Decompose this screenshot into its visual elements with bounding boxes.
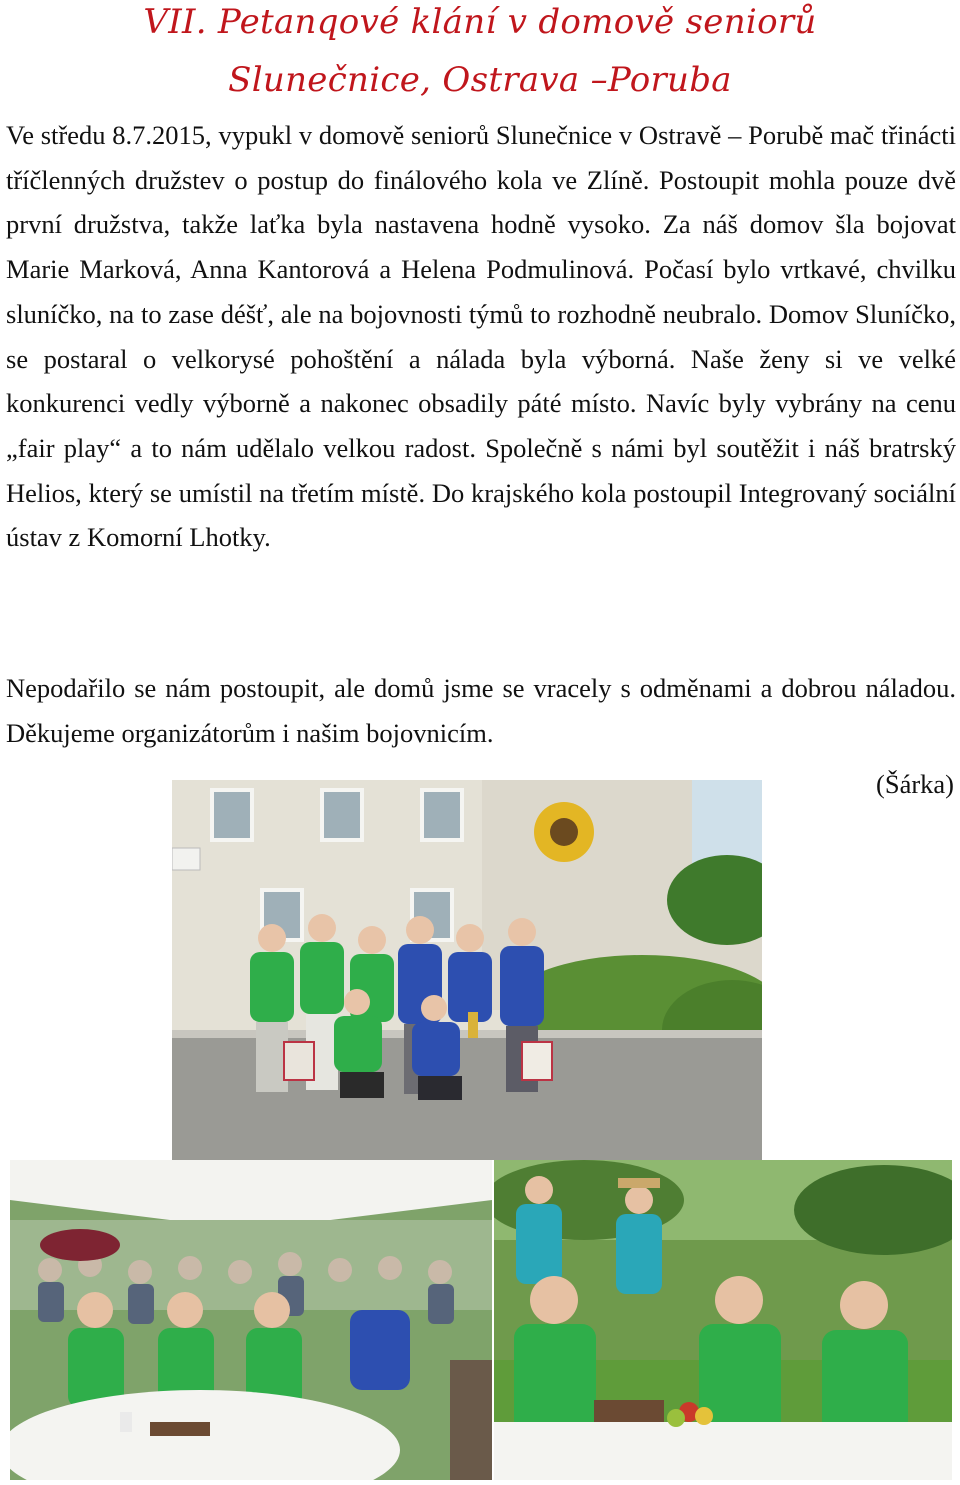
article-paragraph-1: Ve středu 8.7.2015, vypukl v domově seniorů Slunečnice v Ostravě – Porubě mač třinácti tříčlenných družstev o postup do finálového kola ve Zlíně. Postoupit mohla pouze dvě první družstva, takže laťka byla nastavena hodně vysoko. Za náš domov šla bojovat Marie Marková, Anna Kantorová a Helena Podmulinová. Počasí bylo vrtkavé, chvilku sluníčko, na to zase déšť, ale na bojovnosti týmů to rozhodně neubralo. Domov Sluníčko, se postaral o velkorysé pohoštění a nálada byla výborná. Naše ženy si ve velké konkurenci vedly výborně a nakonec obsadily páté místo. Navíc byly vybrány na cenu „fair play“ a to nám udělalo velkou radost. Společně s námi byl soutěžit i náš bratrský Helios, který se umístil na třetím místě. Do krajského kola postoupil Integrovaný sociální ústav z Komorní Lhotky. <box>6 120 956 553</box>
group-photo-building <box>172 780 762 1160</box>
author-signature: (Šárka) <box>876 769 954 799</box>
page-title-line-1: VII. Petanqové klání v domově seniorů <box>143 2 817 42</box>
article-paragraph-2: Nepodařilo se nám postoupit, ale domů jsme se vracely s odměnami a dobrou náladou. Děkujeme organizátorům i našim bojovnicím. <box>6 673 956 748</box>
page-title-line-2: Slunečnice, Ostrava –Poruba <box>228 60 732 100</box>
team-with-cakes-photo <box>494 1160 952 1480</box>
event-tables-photo <box>10 1160 492 1480</box>
